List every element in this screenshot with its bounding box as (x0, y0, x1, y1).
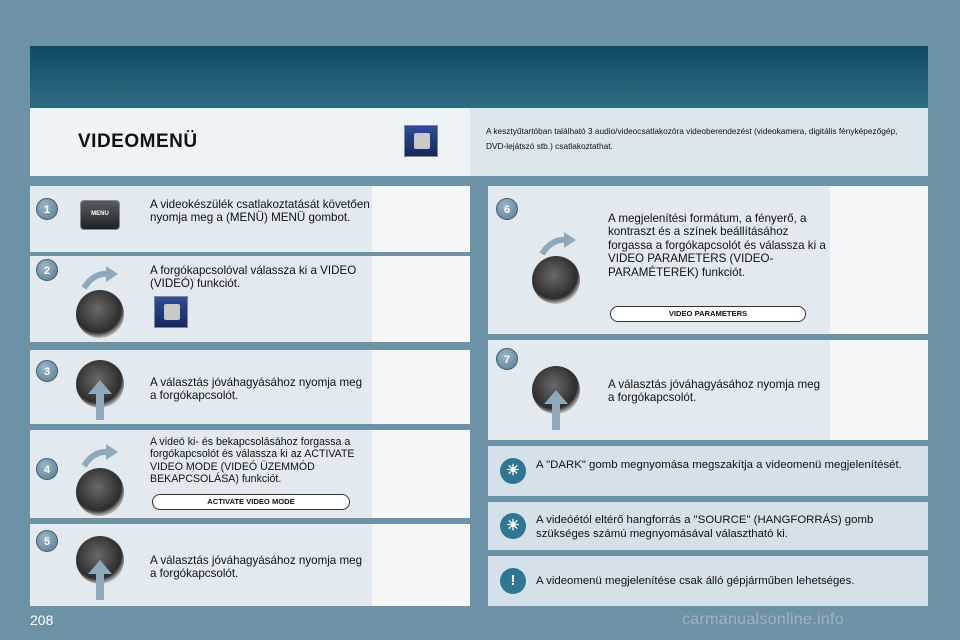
step-text: A videokészülék csatlakoztatását követően nyomja meg a (MENÜ) MENÜ gombot. (150, 198, 370, 225)
step-number: 6 (496, 198, 518, 220)
step-text: A választás jóváhagyásához nyomja meg a forgókapcsolót. (150, 554, 363, 581)
video-source-icon (404, 125, 438, 157)
radio-panel-image (372, 430, 470, 518)
radio-panel-image (372, 256, 470, 342)
step-card-5 (30, 524, 470, 606)
step-card-4 (30, 430, 470, 518)
note-dark-button (488, 446, 928, 496)
note-warning (488, 556, 928, 606)
step-number: 2 (36, 259, 58, 281)
rotate-arrow-icon (80, 444, 120, 470)
note-source-button (488, 502, 928, 550)
video-parameters-label: VIDEO PARAMETERS (610, 306, 806, 322)
rotate-arrow-icon (538, 232, 578, 258)
step-card-6 (488, 186, 928, 334)
step-text: A választás jóváhagyásához nyomja meg a forgókapcsolót. (150, 376, 363, 403)
radio-panel-image (830, 186, 928, 334)
step-number: 3 (36, 360, 58, 382)
menu-button-icon: MENU (80, 200, 120, 230)
page-title: VIDEOMENÜ (78, 131, 198, 152)
step-text: A választás jóváhagyásához nyomja meg a forgókapcsolót. (608, 378, 821, 405)
note-text: A "DARK" gomb megnyomása megszakítja a videomenü megjelenítését. (536, 459, 902, 471)
step-number: 5 (36, 530, 58, 552)
step-card-3 (30, 350, 470, 424)
page-number: 208 (30, 612, 54, 628)
press-arrow-icon (88, 560, 112, 600)
radio-panel-image (372, 186, 470, 252)
watermark: carmanualsonline.info (682, 611, 844, 628)
radio-panel-image (372, 350, 470, 424)
step-text: A videó ki- és bekapcsolásához forgassa a forgókapcsolót és válassza ki az ACTIVATE VIDEO MODE (VIDEÓ ÜZEMMÓD BEKAPCSOLÁSA) funkciót. (150, 436, 355, 486)
rotary-knob-icon (532, 256, 580, 304)
step-number: 4 (36, 458, 58, 480)
sun-icon: ☀ (500, 458, 526, 484)
step-number: 1 (36, 198, 58, 220)
note-text: A videóétól eltérő hangforrás a "SOURCE" (HANGFORRÁS) gomb szükséges számú megnyomásával választható ki. (536, 514, 874, 540)
step-number: 7 (496, 348, 518, 370)
step-card-7 (488, 340, 928, 440)
press-arrow-icon (88, 380, 112, 420)
sun-icon: ☀ (500, 513, 526, 539)
rotate-arrow-icon (80, 266, 120, 292)
intro-text: A kesztyűtartóban található 3 audio/videocsatlakozóra videoberendezést (videokamera, digitális fényképezőgép, DVD-lejátszó stb.) csatlakoztathat. (470, 108, 928, 176)
rotary-knob-icon (76, 290, 124, 338)
title-box (30, 108, 470, 176)
step-card-2 (30, 256, 470, 342)
step-text: A megjelenítési formátum, a fényerő, a kontraszt és a színek beállításához forgassa a forgókapcsolót és válassza ki a VIDEO PARAMETERS (VIDEO-PARAMÉTEREK) funkciót. (608, 212, 826, 279)
radio-panel-image (372, 524, 470, 606)
step-card-1 (30, 186, 470, 252)
video-source-icon (154, 296, 188, 328)
radio-panel-image (830, 340, 928, 440)
activate-video-mode-label: ACTIVATE VIDEO MODE (152, 494, 350, 510)
step-text: A forgókapcsolóval válassza ki a VIDEO (VIDEÓ) funkciót. (150, 264, 357, 291)
rotary-knob-icon (76, 468, 124, 516)
top-band (30, 46, 928, 108)
note-text: A videomenü megjelenítése csak álló gépjárműben lehetséges. (536, 575, 855, 587)
press-arrow-icon (544, 390, 568, 430)
warning-icon: ! (500, 568, 526, 594)
